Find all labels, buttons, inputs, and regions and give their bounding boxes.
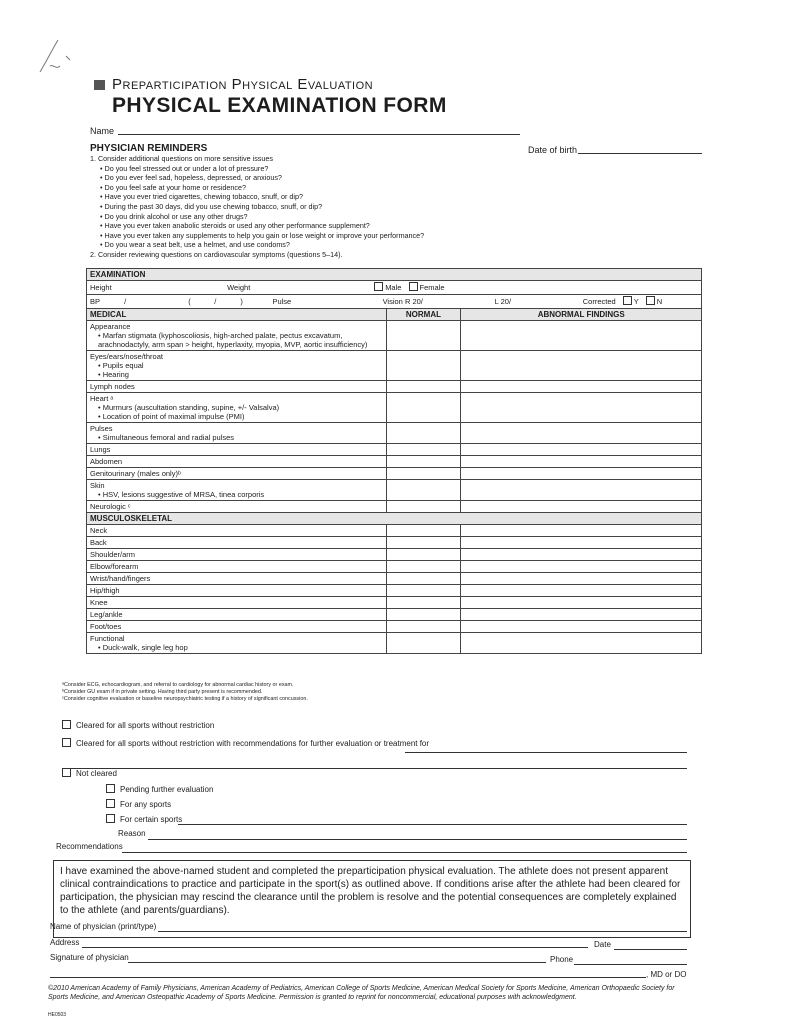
physician-name-label: Name of physician (print/type)	[50, 922, 157, 931]
further-eval-field-line2[interactable]	[68, 768, 687, 769]
reminder-bullet: • Have you ever taken any supplements to help you gain or lose weight or improve your performance?	[100, 230, 425, 240]
corrected-no-label: N	[656, 297, 663, 306]
normal-cell[interactable]	[386, 444, 461, 456]
header-logo-mark	[94, 80, 105, 90]
female-checkbox[interactable]	[409, 282, 418, 291]
bp-paren-open: (	[188, 297, 191, 306]
address-field[interactable]	[82, 947, 588, 948]
signature-label: Signature of physician	[50, 953, 129, 962]
female-label: Female	[419, 283, 445, 292]
exam-row-label: Back	[90, 538, 107, 547]
reminder-item: 2. Consider reviewing questions on cardiovascular symptoms (questions 5–14).	[90, 249, 343, 259]
exam-row-label: Lymph nodes	[90, 382, 135, 391]
normal-cell[interactable]	[386, 321, 461, 351]
abnormal-findings-cell[interactable]	[461, 561, 702, 573]
exam-row-label-cell	[87, 549, 387, 561]
exam-row	[87, 468, 702, 480]
exam-row-label-cell	[87, 621, 387, 633]
certain-sports-label: For certain sports	[120, 815, 183, 824]
any-sports-checkbox[interactable]	[106, 799, 115, 808]
exam-table	[86, 268, 702, 654]
not-cleared-checkbox[interactable]	[62, 768, 71, 777]
exam-row-sublabel: • Hearing	[98, 370, 129, 379]
normal-header: NORMAL	[386, 309, 461, 321]
abnormal-findings-cell[interactable]	[461, 480, 702, 501]
abnormal-findings-cell[interactable]	[461, 351, 702, 381]
certain-sports-option	[106, 814, 182, 824]
exam-row	[87, 585, 702, 597]
normal-cell[interactable]	[386, 480, 461, 501]
exam-row-sublabel: • Simultaneous femoral and radial pulses	[98, 433, 235, 442]
cleared-label: Cleared for all sports without restriction	[76, 721, 215, 730]
exam-row-label: Wrist/hand/fingers	[90, 574, 151, 583]
musculoskeletal-header: MUSCULOSKELETAL	[87, 513, 702, 525]
exam-row	[87, 597, 702, 609]
pulse-label: Pulse	[272, 297, 292, 306]
pen-scribble-mark	[36, 36, 84, 76]
certain-sports-field[interactable]	[178, 824, 687, 825]
exam-row	[87, 444, 702, 456]
date-label: Date	[594, 940, 611, 949]
male-label: Male	[385, 283, 402, 292]
reminder-bullet: • Do you ever feel sad, hopeless, depressed, or anxious?	[100, 173, 282, 183]
exam-row-label-cell	[87, 351, 387, 381]
reminder-item: 1. Consider additional questions on more sensitive issues	[90, 154, 273, 163]
exam-row-label-cell	[87, 423, 387, 444]
any-sports-option	[106, 799, 171, 809]
exam-row-label: Appearance	[90, 322, 131, 331]
name-label: Name	[90, 126, 115, 136]
exam-row-sublabel: • Duck-walk, single leg hop	[98, 643, 188, 652]
exam-row-label: Foot/toes	[90, 622, 122, 631]
vision-left-label: L 20/	[494, 297, 512, 306]
corrected-yes-checkbox[interactable]	[623, 296, 632, 305]
copyright-footer: ©2010 American Academy of Family Physicians, American Academy of Pediatrics, American College of Sports Medicine, American Medical Society for Sports Medicine, American Orthopaedic Society for Sports Medicine, and American Osteopathic Academy of Sports Medicine. Permission is granted to reprint for noncommercial, educational purposes with acknowledgment.	[48, 985, 675, 1001]
examination-header: EXAMINATION	[87, 269, 702, 281]
abnormal-findings-cell[interactable]	[461, 444, 702, 456]
not-cleared-option	[62, 768, 117, 778]
corrected-yes-label: Y	[633, 297, 639, 306]
exam-row-label: Shoulder/arm	[90, 550, 136, 559]
reason-label: Reason	[118, 829, 146, 838]
form-subtitle: Preparticipation Physical Evaluation	[112, 76, 374, 93]
recommendations-field[interactable]	[122, 852, 687, 853]
recommendations-label: Recommendations	[56, 842, 123, 851]
exam-row-label-cell	[87, 381, 387, 393]
exam-row-label-cell	[87, 456, 387, 468]
abnormal-findings-cell[interactable]	[461, 381, 702, 393]
cleared-with-recs-checkbox[interactable]	[62, 738, 71, 747]
height-label: Height	[90, 283, 112, 292]
normal-cell[interactable]	[386, 549, 461, 561]
any-sports-label: For any sports	[120, 800, 172, 809]
exam-row-label: Leg/ankle	[90, 610, 123, 619]
exam-row-label-cell	[87, 597, 387, 609]
abnormal-findings-cell[interactable]	[461, 468, 702, 480]
form-code: HE0503	[48, 1012, 67, 1018]
exam-row-label: Knee	[90, 598, 108, 607]
male-checkbox[interactable]	[374, 282, 383, 291]
abnormal-findings-cell[interactable]	[461, 621, 702, 633]
abnormal-findings-cell[interactable]	[461, 585, 702, 597]
weight-label: Weight	[227, 283, 251, 292]
exam-row-label: Elbow/forearm	[90, 562, 139, 571]
form-title: PHYSICAL EXAMINATION FORM	[112, 94, 447, 117]
exam-row-label-cell	[87, 573, 387, 585]
exam-row-label-cell	[87, 468, 387, 480]
cleared-with-recs-option	[62, 738, 429, 748]
exam-row	[87, 381, 702, 393]
exam-row	[87, 525, 702, 537]
normal-cell[interactable]	[386, 456, 461, 468]
normal-cell[interactable]	[386, 633, 461, 654]
normal-cell[interactable]	[386, 621, 461, 633]
exam-row-label-cell	[87, 501, 387, 513]
abnormal-findings-cell[interactable]	[461, 549, 702, 561]
bp-paren-close: )	[240, 297, 243, 306]
exam-row-label: Neck	[90, 526, 108, 535]
abnormal-findings-cell[interactable]	[461, 501, 702, 513]
exam-row	[87, 456, 702, 468]
exam-footnotes	[62, 682, 308, 703]
abnormal-findings-cell[interactable]	[461, 537, 702, 549]
exam-row-label-cell	[87, 609, 387, 621]
exam-row-label: Functional	[90, 634, 125, 643]
normal-cell[interactable]	[386, 561, 461, 573]
normal-cell[interactable]	[386, 423, 461, 444]
corrected-no-checkbox[interactable]	[646, 296, 655, 305]
pending-option	[106, 784, 213, 794]
reminder-bullet: • Have you ever tried cigarettes, chewing tobacco, snuff, or dip?	[100, 192, 303, 202]
exam-row-sublabel: • Marfan stigmata (kyphoscoliosis, high-arched palate, pectus excavatum, arachnodactyly, arm span > height, hyperlaxity, myopia, MVP, aortic insufficiency)	[98, 331, 368, 349]
exam-row	[87, 633, 702, 654]
exam-row-label-cell	[87, 480, 387, 501]
physician-certification-statement: I have examined the above-named student and completed the preparticipation physical evaluation. The athlete does not present apparent clinical contraindications to practice and participate in the sport(s) as outlined above. If conditions arise after the athlete had been cleared for participation, the physician may rescind the clearance until the problem is resolve and the potential consequences are completely explained to the athlete (and parents/guardians).	[53, 860, 691, 938]
exam-row-label-cell	[87, 393, 387, 423]
abnormal-findings-cell[interactable]	[461, 525, 702, 537]
signature-field[interactable]	[128, 962, 546, 963]
exam-row-label-cell	[87, 525, 387, 537]
reminders-list	[90, 154, 520, 260]
exam-row-label: Pulses	[90, 424, 113, 433]
exam-row	[87, 573, 702, 585]
exam-row-label: Abdomen	[90, 457, 123, 466]
normal-cell[interactable]	[386, 573, 461, 585]
md-do-label: , MD or DO	[646, 970, 687, 979]
exam-row-sublabel: • Murmurs (auscultation standing, supine, +/- Valsalva)	[98, 403, 280, 412]
dob-field[interactable]	[578, 153, 702, 154]
reason-field[interactable]	[148, 839, 687, 840]
abnormal-findings-cell[interactable]	[461, 456, 702, 468]
exam-row-label-cell	[87, 537, 387, 549]
abnormal-findings-cell[interactable]	[461, 573, 702, 585]
medical-rows	[87, 321, 702, 513]
phone-label: Phone	[550, 955, 574, 964]
exam-row-label: Skin	[90, 481, 105, 490]
abnormal-findings-cell[interactable]	[461, 597, 702, 609]
address-label: Address	[50, 938, 80, 947]
exam-row-label: Neurologic ᶜ	[90, 502, 131, 511]
exam-row-label: Hip/thigh	[90, 586, 120, 595]
abnormal-findings-cell[interactable]	[461, 423, 702, 444]
normal-cell[interactable]	[386, 351, 461, 381]
reminder-bullet: • Do you feel safe at your home or residence?	[100, 182, 246, 192]
abnormal-findings-cell[interactable]	[461, 633, 702, 654]
exam-row-label-cell	[87, 633, 387, 654]
abnormal-findings-cell[interactable]	[461, 393, 702, 423]
cleared-checkbox[interactable]	[62, 720, 71, 729]
signature-line[interactable]	[50, 977, 646, 978]
normal-cell[interactable]	[386, 393, 461, 423]
cleared-with-recs-label: Cleared for all sports without restriction with recommendations for further evaluation or treatment for	[76, 739, 430, 748]
exam-row-label-cell	[87, 585, 387, 597]
physician-name-field[interactable]	[158, 931, 687, 932]
bp-label: BP	[90, 297, 101, 306]
exam-row-sublabel: • Location of point of maximal impulse (PMI)	[98, 412, 245, 421]
exam-row	[87, 549, 702, 561]
vision-right-label: Vision R 20/	[382, 297, 423, 306]
further-eval-field[interactable]	[405, 752, 687, 753]
name-field[interactable]	[118, 134, 520, 135]
abnormal-header: ABNORMAL FINDINGS	[461, 309, 702, 321]
reminder-bullet: • Have you ever taken anabolic steroids or used any other performance supplement?	[100, 221, 370, 231]
exam-row	[87, 321, 702, 351]
reminders-title: PHYSICIAN REMINDERS	[90, 143, 208, 154]
corrected-label: Corrected	[582, 297, 616, 306]
exam-row	[87, 501, 702, 513]
normal-cell[interactable]	[386, 609, 461, 621]
reminder-bullet: • Do you feel stressed out or under a lot of pressure?	[100, 163, 269, 173]
footnote-c: ᶜConsider cognitive evaluation or baseline neuropsychiatric testing if a history of significant concussion.	[62, 696, 308, 702]
exam-row-label: Genitourinary (males only)ᵇ	[90, 469, 181, 478]
exam-row-sublabel: • Pupils equal	[98, 361, 144, 370]
abnormal-findings-cell[interactable]	[461, 609, 702, 621]
reminder-bullet: • Do you wear a seat belt, use a helmet, and use condoms?	[100, 240, 290, 250]
exam-row	[87, 537, 702, 549]
normal-cell[interactable]	[386, 537, 461, 549]
exam-row-label: Lungs	[90, 445, 111, 454]
musculoskeletal-rows	[87, 525, 702, 654]
exam-row	[87, 609, 702, 621]
certain-sports-checkbox[interactable]	[106, 814, 115, 823]
exam-row	[87, 561, 702, 573]
exam-row-label: Eyes/ears/nose/throat	[90, 352, 163, 361]
normal-cell[interactable]	[386, 468, 461, 480]
exam-row	[87, 351, 702, 381]
date-field[interactable]	[614, 949, 687, 950]
bp-separator: /	[124, 297, 127, 306]
medical-header: MEDICAL	[87, 309, 387, 321]
reminder-bullet: • Do you drink alcohol or use any other drugs?	[100, 211, 248, 221]
pending-label: Pending further evaluation	[120, 785, 214, 794]
exam-row	[87, 393, 702, 423]
exam-row-label-cell	[87, 444, 387, 456]
normal-cell[interactable]	[386, 585, 461, 597]
exam-row	[87, 621, 702, 633]
normal-cell[interactable]	[386, 597, 461, 609]
phone-field[interactable]	[574, 964, 687, 965]
normal-cell[interactable]	[386, 501, 461, 513]
exam-row-label: Heart ᵃ	[90, 394, 114, 403]
dob-label: Date of birth	[528, 145, 578, 155]
reminder-bullet: • During the past 30 days, did you use chewing tobacco, snuff, or dip?	[100, 201, 323, 211]
exam-row	[87, 480, 702, 501]
bp-separator: /	[214, 297, 217, 306]
not-cleared-label: Not cleared	[76, 769, 117, 778]
footnote-b: ᵇConsider GU exam if in private setting. Having third party present is recommended.	[62, 689, 263, 695]
exam-row-label-cell	[87, 561, 387, 573]
cleared-option	[62, 720, 214, 730]
normal-cell[interactable]	[386, 525, 461, 537]
exam-row-sublabel: • HSV, lesions suggestive of MRSA, tinea corporis	[98, 490, 265, 499]
abnormal-findings-cell[interactable]	[461, 321, 702, 351]
pending-checkbox[interactable]	[106, 784, 115, 793]
exam-row	[87, 423, 702, 444]
footnote-a: ᵃConsider ECG, echocardiogram, and referral to cardiology for abnormal cardiac history or exam.	[62, 682, 294, 688]
exam-row-label-cell	[87, 321, 387, 351]
normal-cell[interactable]	[386, 381, 461, 393]
